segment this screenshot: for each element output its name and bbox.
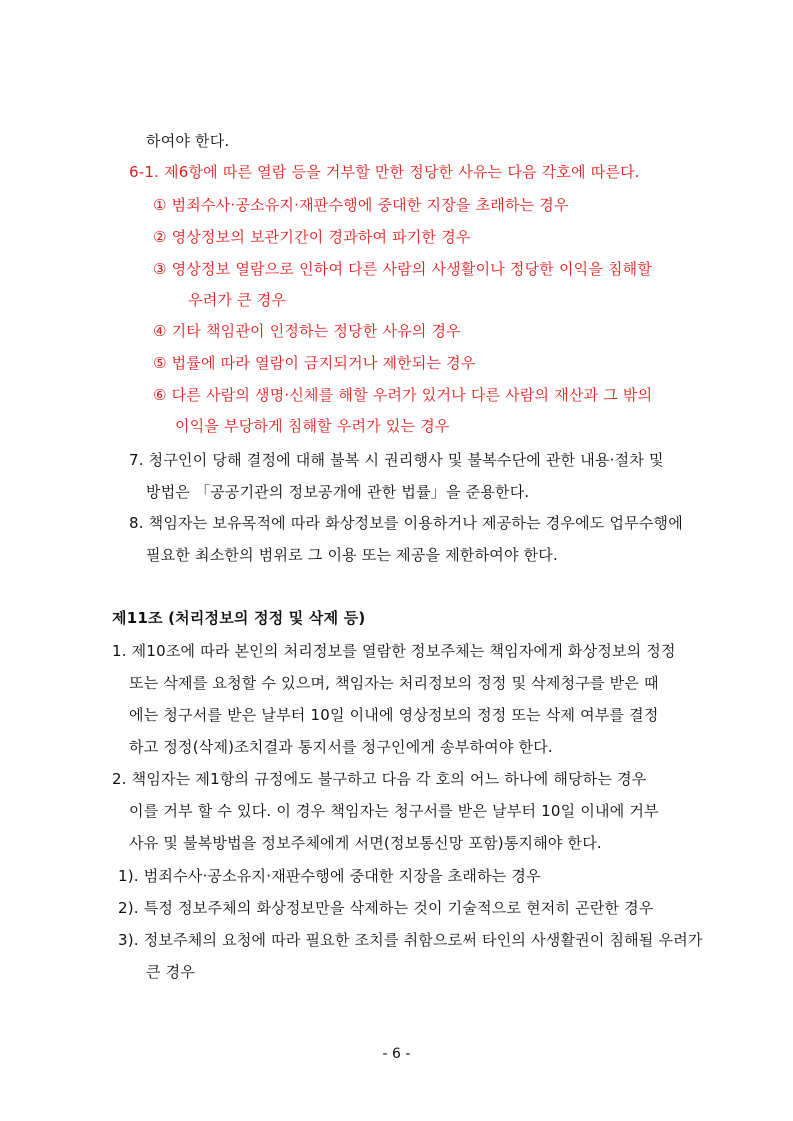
page-number: - 6 -	[382, 1046, 411, 1062]
continuation-text: 하여야 한다.	[146, 132, 230, 150]
item-6-1-sub-4: ④ 기타 책임관이 인정하는 정당한 사유의 경우	[153, 322, 461, 340]
article-11-p2-line-1: 2. 책임자는 제1항의 규정에도 불구하고 다음 각 호의 어느 하나에 해당하는 경우	[112, 770, 647, 788]
item-6-1-sub-1: ① 범죄수사·공소유지·재판수행에 중대한 지장을 초래하는 경우	[153, 196, 569, 214]
article-11-p1-line-1: 1. 제10조에 따라 본인의 처리정보를 열람한 정보주체는 책임자에게 화상정보의 정정	[112, 642, 676, 660]
article-11-sub-3: 3). 정보주체의 요청에 따라 필요한 조치를 취함으로써 타인의 사생활권이 침해될 우려가	[118, 931, 703, 949]
article-11-sub-2: 2). 특정 정보주체의 화상정보만을 삭제하는 것이 기술적으로 현저히 곤란한 경우	[118, 899, 654, 917]
item-8-line-1: 8. 책임자는 보유목적에 따라 화상정보를 이용하거나 제공하는 경우에도 업무수행에	[129, 514, 683, 532]
article-11-title: 제11조 (처리정보의 정정 및 삭제 등)	[112, 609, 366, 627]
item-7-line-1: 7. 청구인이 당해 결정에 대해 불복 시 권리행사 및 불복수단에 관한 내용·절차 및	[129, 451, 664, 469]
article-11-p1-line-4: 하고 정정(삭제)조치결과 통지서를 청구인에게 송부하여야 한다.	[129, 738, 553, 756]
article-11-p1-line-2: 또는 삭제를 요청할 수 있으며, 책임자는 처리정보의 정정 및 삭제청구를 받은 때	[129, 674, 659, 692]
article-11-p1-line-3: 에는 청구서를 받은 날부터 10일 이내에 영상정보의 정정 또는 삭제 여부를 결정	[129, 706, 659, 724]
article-11-p2-line-2: 이를 거부 할 수 있다. 이 경우 책임자는 청구서를 받은 날부터 10일 이내에 거부	[129, 802, 659, 820]
item-6-1-sub-6: ⑥ 다른 사람의 생명·신체를 해할 우려가 있거나 다른 사람의 재산과 그 밖의	[153, 386, 653, 404]
item-6-1-heading: 6-1. 제6항에 따른 열람 등을 거부할 만한 정당한 사유는 다음 각호에 따른다.	[129, 163, 640, 181]
item-7-line-2: 방법은 「공공기관의 정보공개에 관한 법률」을 준용한다.	[146, 483, 530, 501]
article-11-p2-line-3: 사유 및 불복방법을 정보주체에게 서면(정보통신망 포함)통지해야 한다.	[129, 834, 602, 852]
item-6-1-sub-2: ② 영상정보의 보관기간이 경과하여 파기한 경우	[153, 228, 471, 246]
item-6-1-sub-3-cont: 우려가 큰 경우	[188, 291, 287, 309]
article-11-sub-3-cont: 큰 경우	[146, 963, 196, 981]
article-11-sub-1: 1). 범죄수사·공소유지·재판수행에 중대한 지장을 초래하는 경우	[118, 867, 541, 885]
item-8-line-2: 필요한 최소한의 범위로 그 이용 또는 제공을 제한하여야 한다.	[146, 546, 558, 564]
item-6-1-sub-6-cont: 이익을 부당하게 침해할 우려가 있는 경우	[175, 417, 450, 435]
item-6-1-sub-3: ③ 영상정보 열람으로 인하여 다른 사람의 사생활이나 정당한 이익을 침해할	[153, 260, 653, 278]
item-6-1-sub-5: ⑤ 법률에 따라 열람이 금지되거나 제한되는 경우	[153, 354, 476, 372]
